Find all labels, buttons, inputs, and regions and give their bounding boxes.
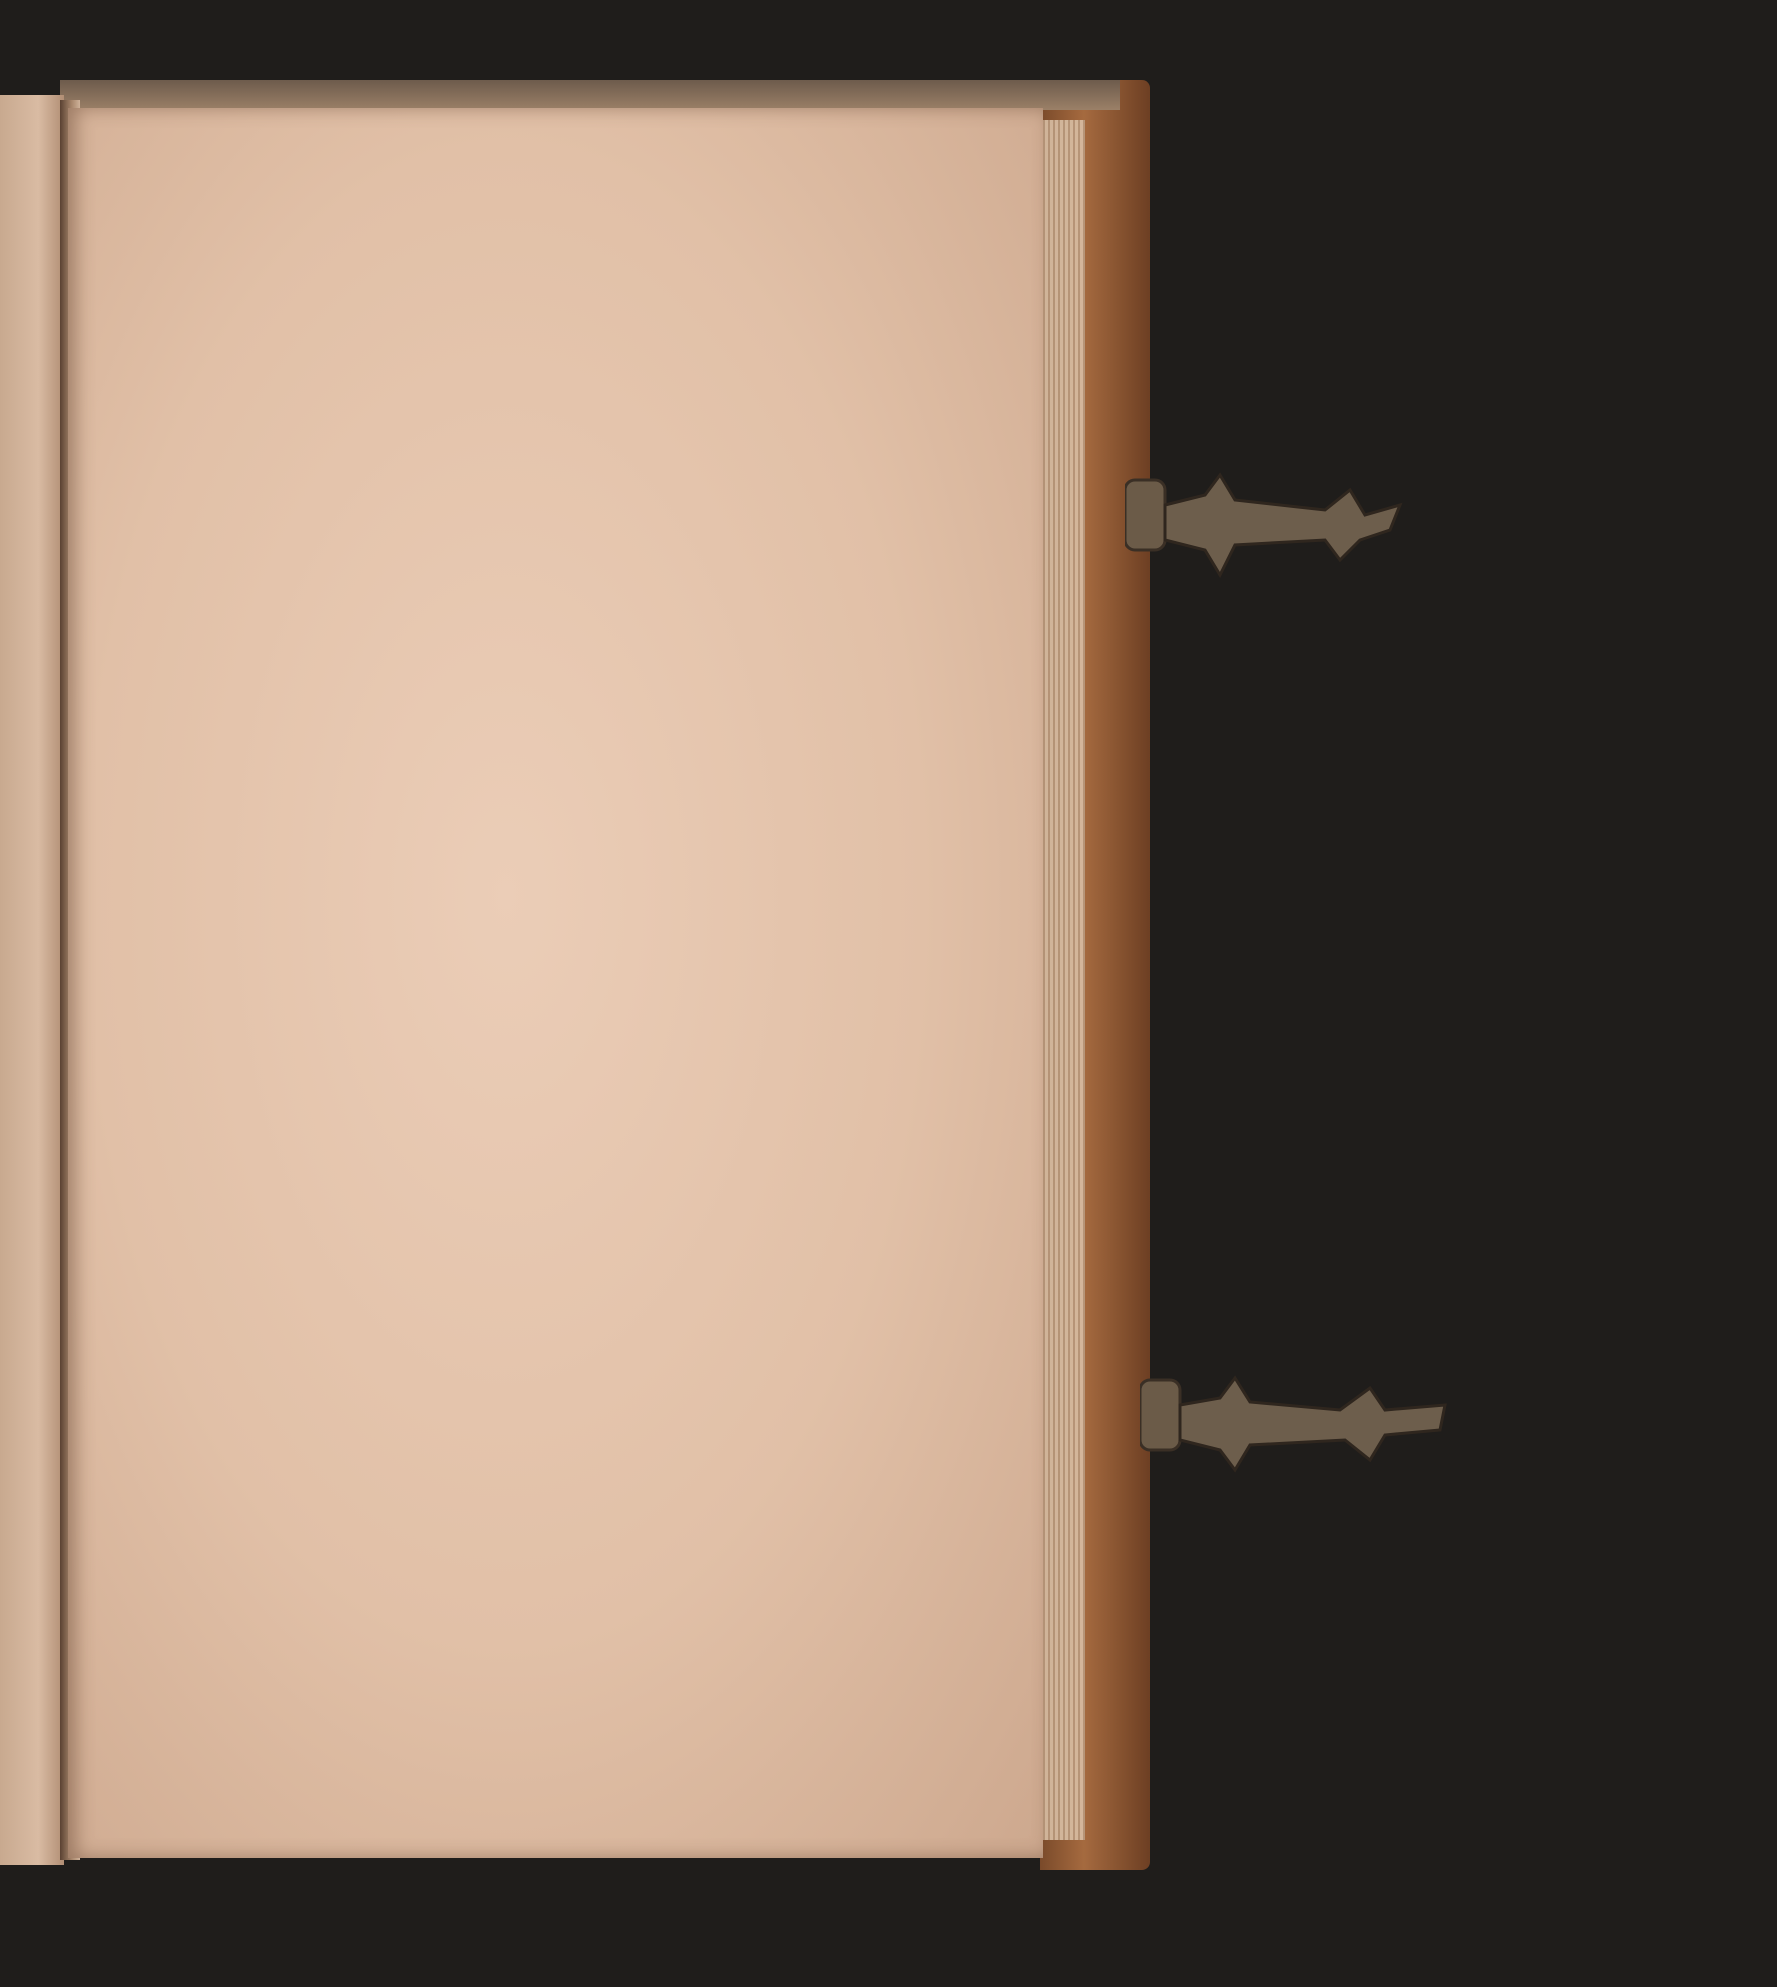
right-page	[68, 108, 1043, 1858]
top-edge	[60, 80, 1120, 110]
page-footer	[68, 1778, 1043, 1838]
upper-clasp-icon	[1125, 470, 1435, 600]
lower-clasp-icon	[1140, 1370, 1460, 1490]
running-head	[68, 170, 1043, 230]
left-page-fragment	[0, 95, 64, 1865]
